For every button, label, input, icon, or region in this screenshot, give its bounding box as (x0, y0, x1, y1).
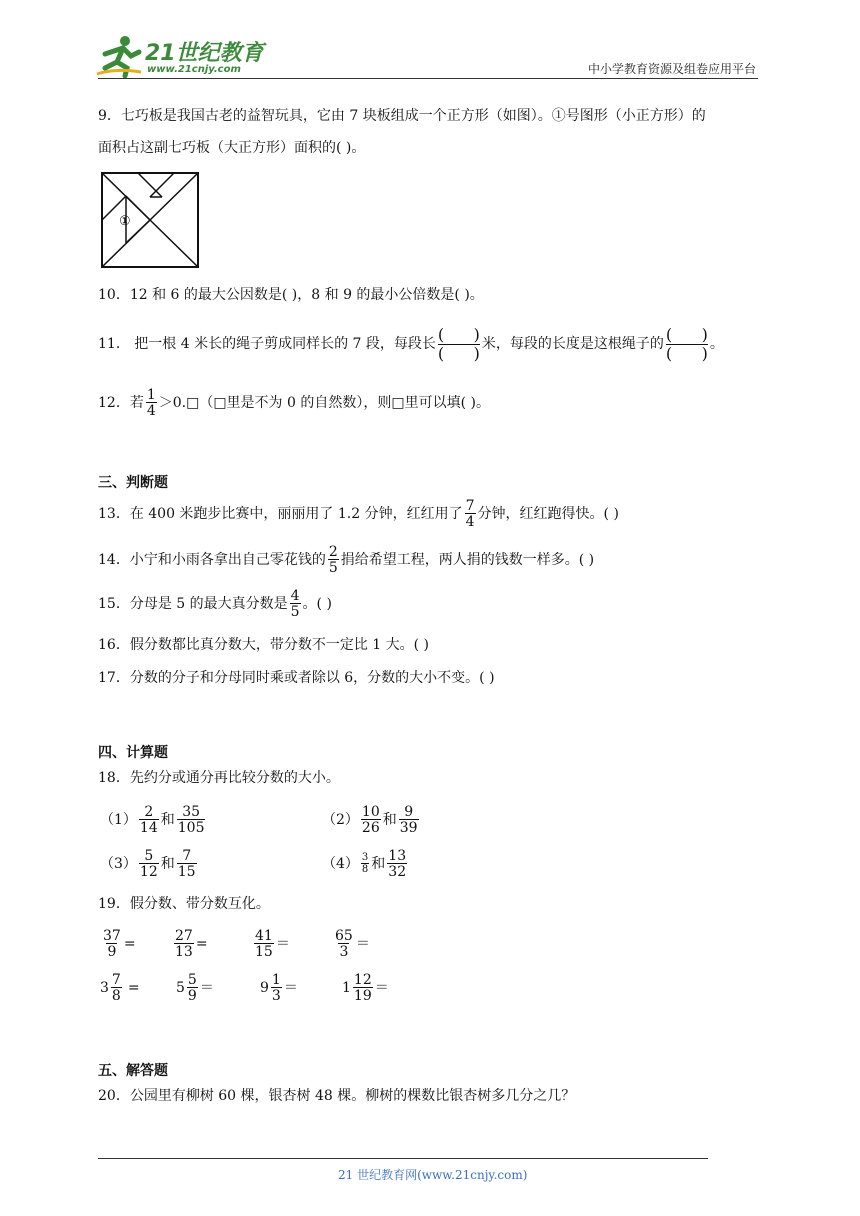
footer-rule (98, 1158, 708, 1159)
q18-item-3: （3） $\frac{5}{12}$ 和 $\frac{7}{15}$ (100, 848, 196, 880)
q11-blank-fraction-1[interactable]: ( ) ( ) (437, 324, 480, 363)
q18-item-1: （1） $\frac{2}{14}$ 和 $\frac{35}{105}$ (100, 804, 205, 836)
section-5-title: 五、解答题 (98, 1063, 168, 1079)
q10: 10．12 和 6 的最大公因数是( )，8 和 9 的最小公倍数是( )。 (98, 287, 484, 303)
q12-part2: ＞0.□（□里是不为 0 的自然数），则□里可以填( )。 (158, 395, 490, 411)
q14-fraction: $\frac{2}{5}$ (328, 544, 338, 576)
q18-item-4: （4） $\frac{3}{8}$ 和 $\frac{13}{32}$ (322, 848, 407, 880)
q19-r2-1: 3 $\frac{7}{8}$ = (100, 972, 140, 1004)
q15 (98, 584, 332, 624)
q12 (98, 384, 490, 422)
q19-r1-4: $\frac{65}{3}$ ＝ (335, 928, 370, 960)
runner-logo-icon (95, 34, 145, 78)
q14-part1: 14．小宁和小雨各拿出自己零花钱的 (98, 552, 326, 568)
q13-fraction: $\frac{7}{4}$ (465, 498, 475, 530)
logo-text: 21世纪教育 (145, 41, 264, 66)
q19-r2-3: 9 $\frac{1}{3}$ ＝ (260, 972, 298, 1004)
footer-text: 21 世纪教育网(www.21cnjy.com) (338, 1168, 528, 1182)
q14 (98, 540, 594, 580)
q14-part2: 捐给希望工程，两人捐的钱数一样多。( ) (340, 552, 595, 568)
logo-subtext: www.21cnjy.com (147, 64, 241, 75)
q16: 16．假分数都比真分数大，带分数不一定比 1 大。( ) (98, 637, 429, 653)
q19-r2-2: 5 $\frac{5}{9}$ ＝ (176, 972, 214, 1004)
header-right-text: 中小学教育资源及组卷应用平台 (587, 62, 756, 76)
q20: 20．公园里有柳树 60 棵，银杏树 48 棵。柳树的棵数比银杏树多几分之几？ (98, 1088, 576, 1104)
q11-part1: 11． 把一根 4 米长的绳子剪成同样长的 7 段，每段长 (98, 336, 436, 352)
q19-title: 19．假分数、带分数互化。 (98, 896, 270, 912)
section-4-title: 四、计算题 (98, 745, 168, 761)
q11-blank-fraction-2[interactable]: ( ) ( ) (665, 324, 708, 363)
q19-r1-3: $\frac{41}{15}$ ＝ (255, 928, 290, 960)
q18-item-2: （2） $\frac{10}{26}$ 和 $\frac{9}{39}$ (322, 804, 418, 836)
q19-r2-4: 1 $\frac{12}{19}$ ＝ (342, 972, 389, 1004)
q15-part1: 15．分母是 5 的最大真分数是 (98, 596, 288, 612)
tangram-figure (101, 172, 201, 270)
q13-part2: 分钟，红红跑得快。( ) (477, 506, 619, 522)
q9-line1: 9．七巧板是我国古老的益智玩具，它由 7 块板组成一个正方形（如图）。①号图形（小正方形）的 (98, 108, 706, 124)
q9-line2: 面积占这副七巧板（大正方形）面积的( )。 (98, 140, 366, 156)
q15-fraction: $\frac{4}{5}$ (290, 588, 300, 620)
q17: 17．分数的分子和分母同时乘或者除以 6，分数的大小不变。( ) (98, 670, 495, 686)
tangram-label-1: ① (119, 214, 131, 229)
q19-r1-2: $\frac{27}{13}$ = (175, 928, 208, 960)
q13 (98, 494, 619, 534)
q13-part1: 13．在 400 米跑步比赛中，丽丽用了 1.2 分钟，红红用了 (98, 506, 463, 522)
q12-part1: 12．若 (98, 395, 144, 411)
q19-r1-1: $\frac{37}{9}$ = (103, 928, 136, 960)
q11 (98, 322, 724, 366)
q11-part3: 。 (709, 336, 724, 352)
q12-fraction: $\frac{1}{4}$ (146, 387, 156, 419)
q15-part2: 。( ) (302, 596, 332, 612)
q11-part2: 米，每段的长度是这根绳子的 (481, 336, 664, 352)
q18-title: 18．先约分或通分再比较分数的大小。 (98, 770, 340, 786)
header-rule (98, 78, 758, 79)
header-logo (95, 34, 265, 80)
section-3-title: 三、判断题 (98, 475, 168, 491)
